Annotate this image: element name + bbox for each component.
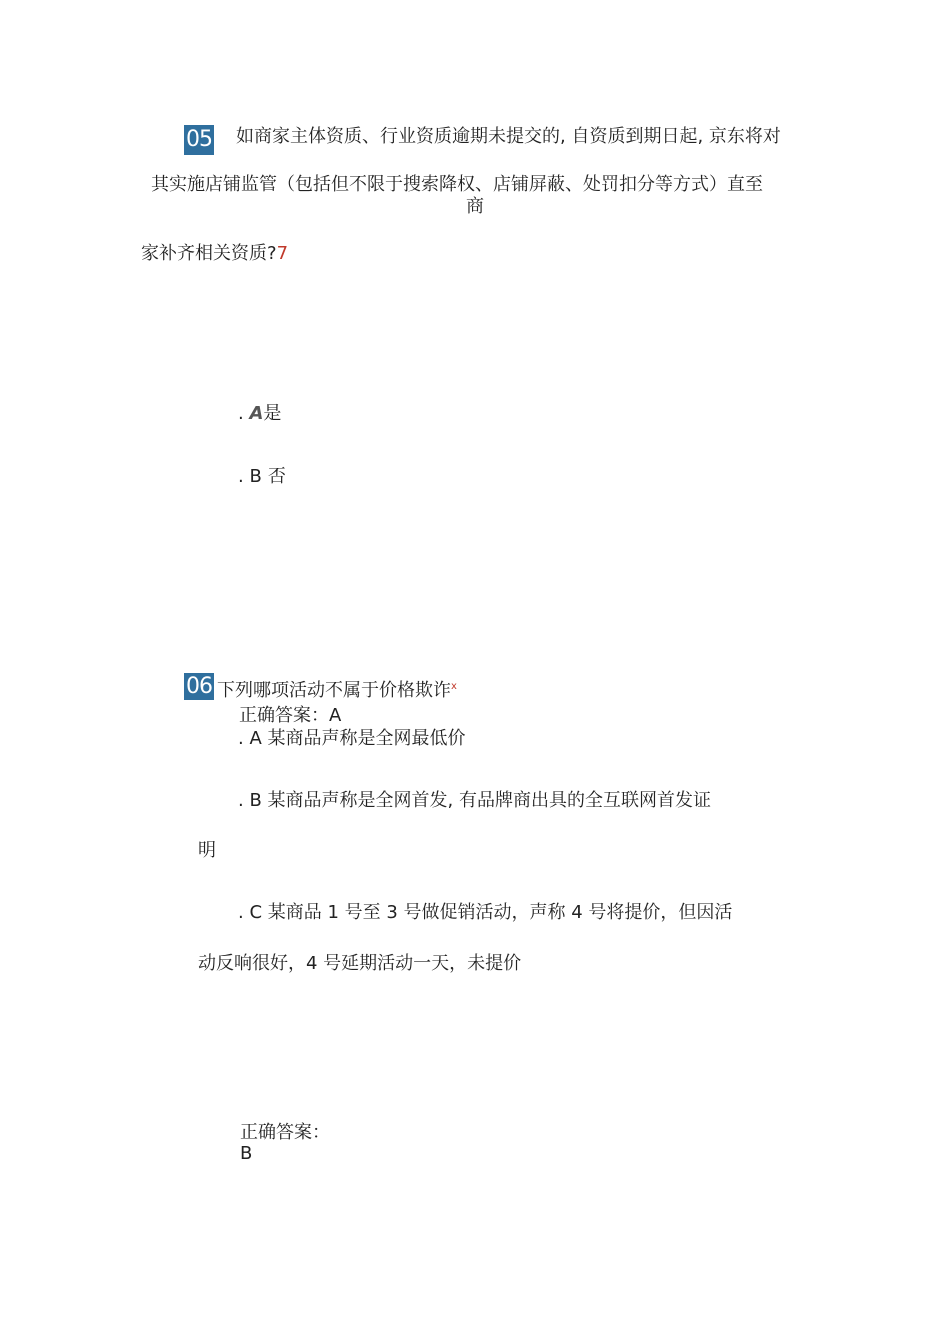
- option-b[interactable]: [238, 468, 286, 486]
- option-text: 否: [267, 466, 286, 487]
- correct-answer-label: 正确答案：: [240, 1122, 330, 1143]
- option-prefix: .: [238, 466, 250, 487]
- option-a[interactable]: . A 某商品声称是全网最低价: [238, 728, 466, 749]
- question-text: 下列哪项活动不属于价格欺诈: [217, 680, 451, 701]
- question-mark: x: [451, 681, 457, 692]
- option-b-continued: 明: [198, 840, 216, 861]
- option-c[interactable]: . C 某商品 1 号至 3 号做促销活动，声称 4 号将提价，但因活: [238, 902, 733, 923]
- question-number-badge: 05: [184, 125, 214, 155]
- option-prefix: .: [238, 403, 250, 424]
- question-text-line: 商: [466, 196, 484, 217]
- question-number-badge: 06: [186, 674, 212, 699]
- question-mark-number: 7: [276, 243, 289, 264]
- correct-answer-top: 正确答案：A: [239, 705, 342, 726]
- correct-answer-value: B: [240, 1143, 253, 1164]
- option-letter: B: [249, 466, 262, 487]
- option-text: 是: [263, 403, 282, 424]
- question-text: 家补齐相关资质?: [141, 243, 277, 264]
- question-text-line: [141, 245, 288, 263]
- option-a[interactable]: [238, 405, 281, 423]
- question-text-line: 如商家主体资质、行业资质逾期未提交的, 自资质到期日起, 京东将对: [236, 126, 781, 147]
- option-c-continued: 动反响很好，4 号延期活动一天，未提价: [198, 953, 522, 974]
- option-b[interactable]: . B 某商品声称是全网首发, 有品牌商出具的全互联网首发证: [238, 790, 711, 811]
- question-title: [217, 682, 457, 700]
- option-letter: A: [249, 403, 264, 424]
- question-text-line: 其实施店铺监管（包括但不限于搜索降权、店铺屏蔽、处罚扣分等方式）直至: [151, 174, 763, 195]
